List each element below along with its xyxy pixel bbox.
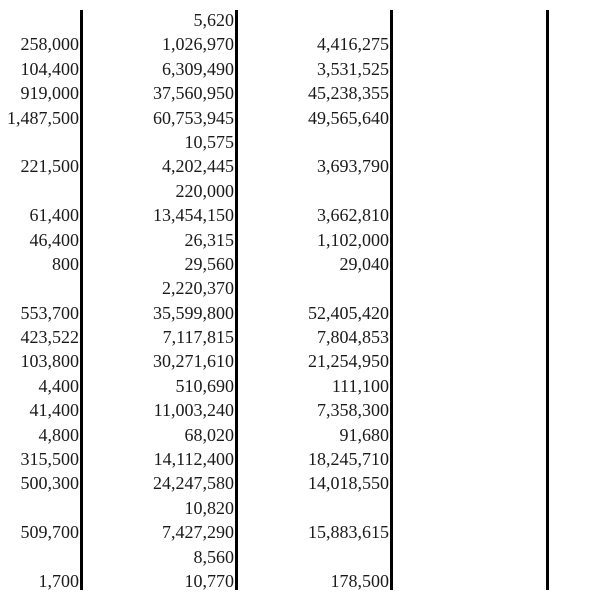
table-row: [0, 228, 600, 252]
table-row: [0, 81, 600, 105]
table-cell-col2: 10,820: [184, 497, 234, 518]
table-row: [0, 57, 600, 81]
table-cell-col1: 1,700: [38, 570, 79, 591]
table-row: [0, 569, 600, 593]
table-row: [0, 130, 600, 154]
table-row: [0, 349, 600, 373]
table-row: [0, 423, 600, 447]
table-row: [0, 276, 600, 300]
table-cell-col1: 104,400: [20, 58, 79, 79]
table-cell-col1: 509,700: [20, 522, 79, 543]
table-cell-col1: 221,500: [20, 156, 79, 177]
table-cell-col3: 21,254,950: [308, 351, 389, 372]
table-cell-col3: 52,405,420: [308, 302, 389, 323]
table-cell-col2: 14,112,400: [153, 449, 234, 470]
table-cell-col3: 3,693,790: [317, 156, 389, 177]
table-cell-col2: 11,003,240: [153, 400, 234, 421]
table-row: [0, 545, 600, 569]
table-row: [0, 520, 600, 544]
table-cell-col3: 7,804,853: [317, 327, 389, 348]
table-row: [0, 325, 600, 349]
table-cell-col1: 103,800: [20, 351, 79, 372]
table-cell-col2: 2,220,370: [162, 278, 234, 299]
table-cell-col3: 91,680: [339, 424, 389, 445]
data-table: [0, 8, 600, 593]
table-cell-col1: 500,300: [20, 473, 79, 494]
table-row: [0, 179, 600, 203]
table-cell-col3: 15,883,615: [308, 522, 389, 543]
table-cell-col2: 4,202,445: [162, 156, 234, 177]
table-cell-col2: 5,620: [193, 10, 234, 30]
table-cell-col1: 61,400: [29, 205, 79, 226]
table-cell-col1: 4,400: [38, 375, 79, 396]
table-cell-col3: 14,018,550: [308, 473, 389, 494]
table-cell-col3: 111,100: [331, 375, 389, 396]
table-cell-col2: 510,690: [175, 375, 234, 396]
table-row: [0, 496, 600, 520]
table-row: [0, 203, 600, 227]
table-cell-col1: 46,400: [29, 229, 79, 250]
table-cell-col1: 1,487,500: [7, 107, 79, 128]
table-cell-col2: 10,575: [184, 131, 234, 152]
table-cell-col3: 1,102,000: [317, 229, 389, 250]
table-cell-col2: 13,454,150: [153, 205, 234, 226]
table-cell-col1: 423,522: [20, 327, 79, 348]
table-cell-col2: 29,560: [184, 253, 234, 274]
table-cell-col2: 60,753,945: [153, 107, 234, 128]
table-cell-col2: 37,560,950: [153, 83, 234, 104]
table-row: [0, 374, 600, 398]
table-cell-col1: 4,800: [38, 424, 79, 445]
table-cell-col2: 1,026,970: [162, 34, 234, 55]
table-cell-col3: 3,662,810: [317, 205, 389, 226]
table-cell-col2: 10,770: [184, 570, 234, 591]
table-row: [0, 8, 600, 32]
table-row: [0, 301, 600, 325]
table-cell-col3: 45,238,355: [308, 83, 389, 104]
table-row: [0, 471, 600, 495]
table-cell-col2: 8,560: [193, 546, 234, 567]
table-cell-col1: 800: [52, 253, 79, 274]
table-cell-col1: 258,000: [20, 34, 79, 55]
table-cell-col3: 49,565,640: [308, 107, 389, 128]
table-cell-col2: 7,117,815: [162, 327, 234, 348]
table-cell-col1: 553,700: [20, 302, 79, 323]
table-cell-col2: 30,271,610: [153, 351, 234, 372]
table-row: [0, 32, 600, 56]
table-cell-col3: 178,500: [330, 570, 389, 591]
table-cell-col2: 7,427,290: [162, 522, 234, 543]
table-row: [0, 154, 600, 178]
table-cell-col1: 41,400: [29, 400, 79, 421]
table-cell-col2: 6,309,490: [162, 58, 234, 79]
table-row: [0, 447, 600, 471]
table-cell-col1: 919,000: [20, 83, 79, 104]
table-cell-col2: 68,020: [184, 424, 234, 445]
table-cell-col3: 3,531,525: [317, 58, 389, 79]
table-cell-col3: 7,358,300: [317, 400, 389, 421]
table-row: [0, 398, 600, 422]
table-cell-col3: 29,040: [339, 253, 389, 274]
table-cell-col3: 4,416,275: [317, 34, 389, 55]
table-cell-col2: 26,315: [184, 229, 234, 250]
table-cell-col3: 18,245,710: [308, 449, 389, 470]
table-cell-col2: 220,000: [175, 180, 234, 201]
table-cell-col2: 35,599,800: [153, 302, 234, 323]
table-row: [0, 252, 600, 276]
table-row: [0, 106, 600, 130]
table-cell-col2: 24,247,580: [153, 473, 234, 494]
table-cell-col1: 315,500: [20, 449, 79, 470]
